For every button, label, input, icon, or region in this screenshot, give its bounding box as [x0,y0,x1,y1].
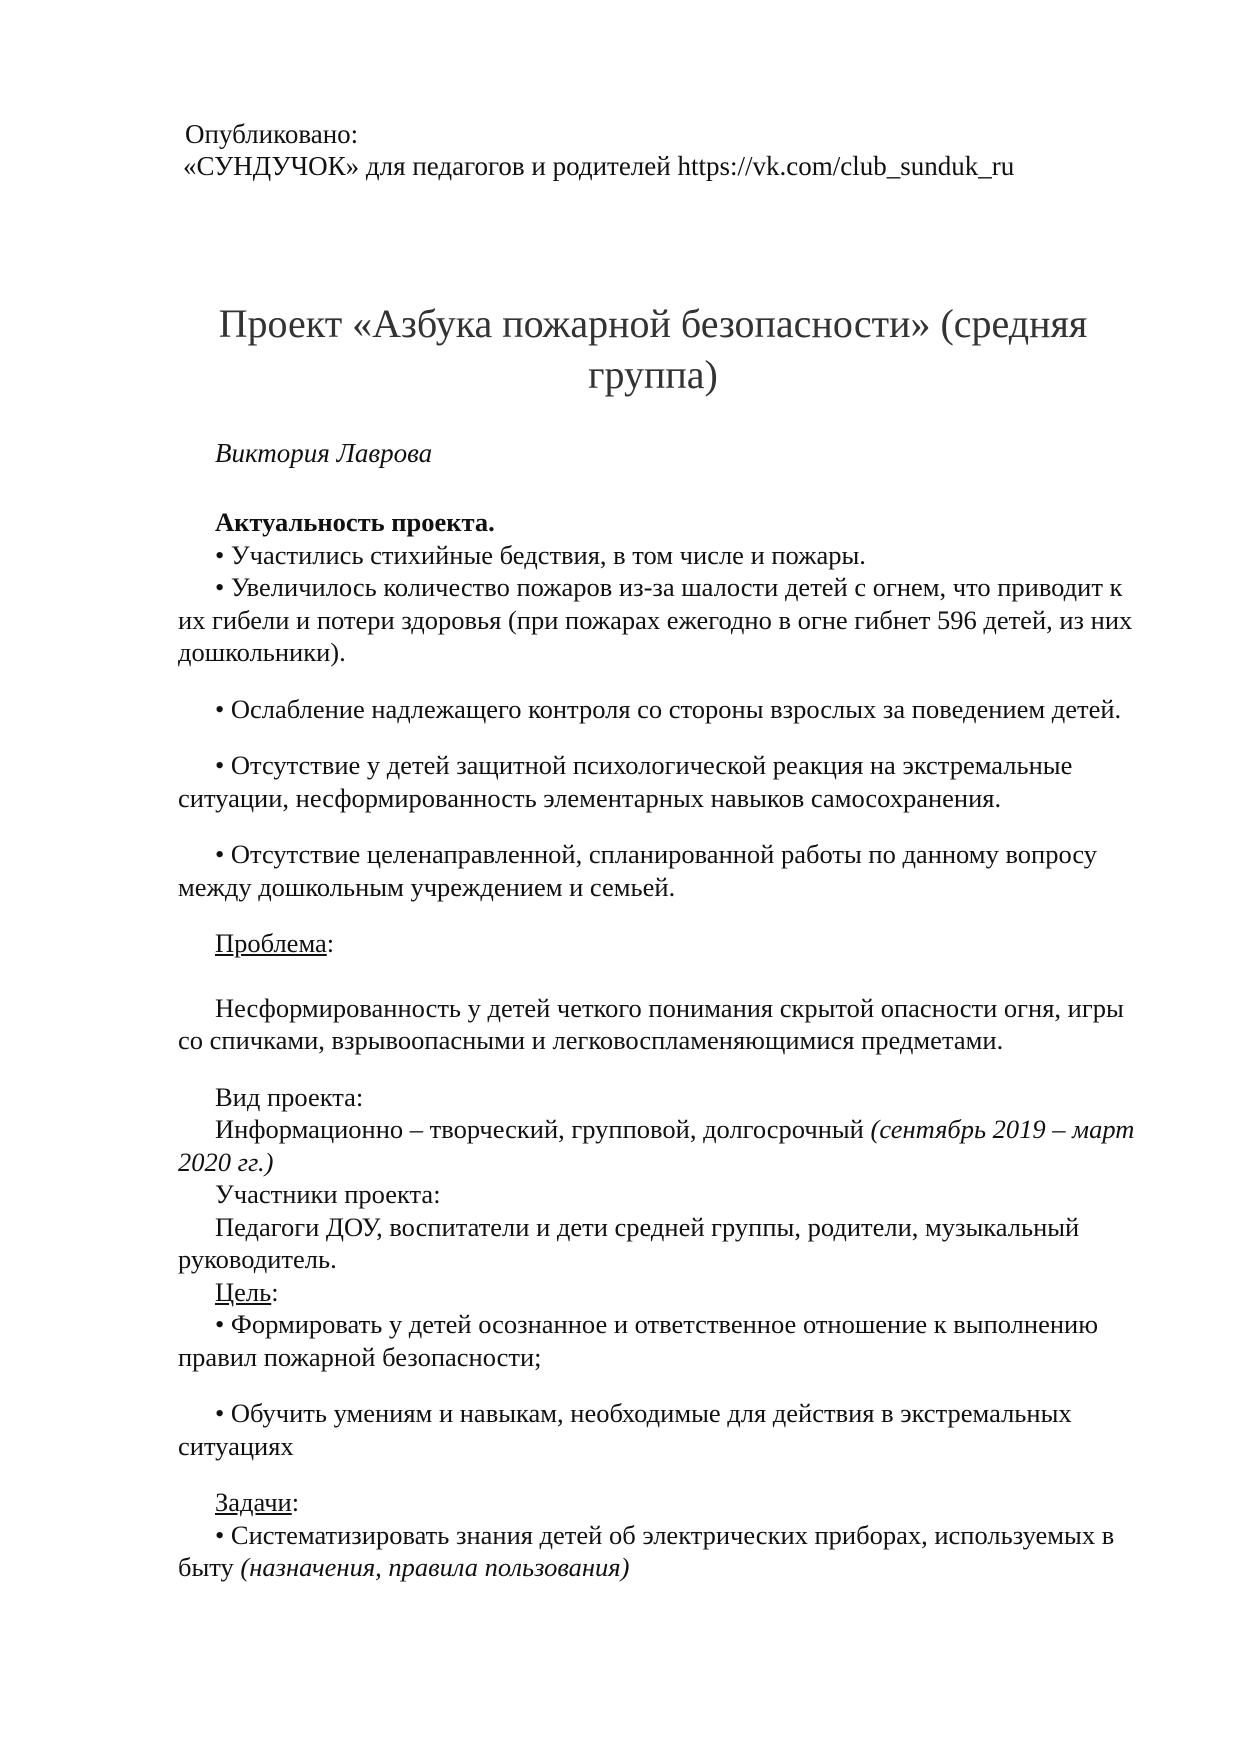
goal-item: • Формировать у детей осознанное и ответственное отношение к выполнению правил пожарной безопасности; [178,1309,1099,1372]
goal-heading-line [178,1276,1138,1309]
problem-heading: Проблема [215,928,327,958]
goal-item: • Обучить умениям и навыкам, необходимые для действия в экстремальных ситуациях [178,1398,1072,1461]
publication-note [183,118,1014,182]
goal-colon: : [271,1276,279,1307]
problem-text: Несформированность у детей четкого понимания скрытой опасности огня, игры со спичками, взрывоопасными и легковоспламеняющимися предметами. [178,992,1124,1055]
relevance-item: • Участились стихийные бедствия, в том числе и пожары. [215,539,866,570]
relevance-heading: Актуальность проекта. [215,507,495,537]
published-label: Опубликовано: [185,119,359,149]
relevance-item: • Отсутствие у детей защитной психологической реакция на экстремальные ситуации, несформированность элементарных навыков самосохранения. [178,750,1073,813]
tasks-item-line [178,1519,1138,1584]
tasks-item-text: • Систематизировать знания детей об электрических приборах, используемых в быту [178,1519,1115,1582]
relevance-item: • Ослабление надлежащего контроля со стороны взрослых за поведением детей. [215,693,1122,724]
tasks-colon: : [291,1487,300,1517]
relevance-item: • Увеличилось количество пожаров из-за шалости детей с огнем, что приводит к их гибели и потери здоровья (при пожарах ежегодно в огне гибнет 596 детей, из них дошкольники). [178,572,1133,667]
tasks-heading-line [178,1486,1138,1519]
project-type-text: Информационно – творческий, групповой, долгосрочный [215,1114,871,1144]
author-name: Виктория Лаврова [215,438,433,468]
project-type-heading: Вид проекта: [215,1081,364,1112]
published-source: «СУНДУЧОК» для педагогов и родителей https://vk.com/club_sunduk_ru [183,151,1015,181]
tasks-item-note: (назначения, правила пользования) [240,1552,630,1582]
project-dates: (сентябрь 2019 – март 2020 гг.) [178,1114,1135,1177]
participants-heading: Участники проекта: [215,1179,441,1209]
relevance-item: • Отсутствие целенаправленной, спланированной работы по данному вопросу между дошкольным учреждением и семьей. [178,839,1098,902]
document-body [178,506,1138,1584]
problem-heading-line [178,927,1138,960]
tasks-heading: Задачи [215,1487,292,1517]
participants-text: Педагоги ДОУ, воспитатели и дети средней группы, родители, музыкальный руководитель. [178,1211,1080,1274]
goal-heading: Цель [215,1276,272,1307]
problem-colon: : [326,928,335,958]
page-title: Проект «Азбука пожарной безопасности» (средняя группа) [218,301,1088,397]
project-type-line [178,1113,1138,1178]
